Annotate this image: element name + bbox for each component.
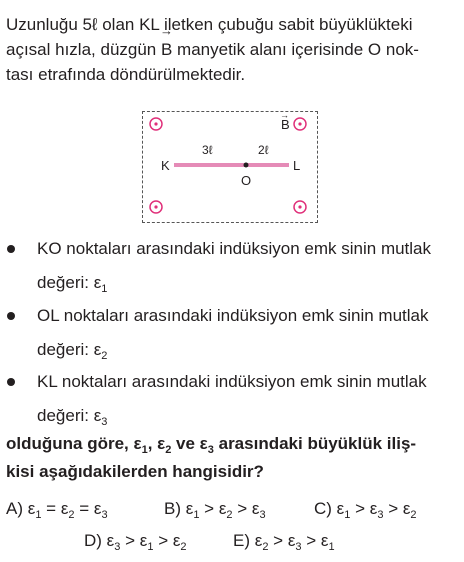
option-text: ε — [254, 531, 263, 550]
subscript: 3 — [295, 541, 302, 553]
field-vector-arrow-icon: → — [280, 112, 289, 120]
subscript: 3 — [259, 509, 266, 521]
subscript: 2 — [410, 509, 417, 521]
option-text: > ε — [120, 531, 148, 550]
rod-figure-svg — [143, 112, 319, 224]
subscript: 1 — [344, 509, 351, 521]
intro-line-2 — [6, 37, 458, 62]
option-letter: C) — [314, 499, 337, 518]
option-text: > ε — [199, 499, 227, 518]
question-text: arasındaki büyüklük iliş- — [213, 434, 417, 453]
field-out-icon-top-right — [294, 118, 306, 130]
statement-value-subscript: 2 — [101, 350, 108, 362]
vector-b-symbol: → B — [161, 37, 172, 62]
statement-text: OL noktaları arasındaki indüksiyon emk sinin mutlak — [37, 306, 429, 325]
field-label-b: B — [281, 117, 290, 132]
subscript: 1 — [35, 509, 42, 521]
question-line-2: kisi aşağıdakilerden hangisidir? — [6, 462, 264, 481]
question-text: , ε — [147, 434, 166, 453]
label-k: K — [161, 158, 170, 173]
subscript: 2 — [165, 444, 172, 456]
statement-value — [37, 270, 107, 295]
subscript: 3 — [101, 509, 108, 521]
subscript: 2 — [68, 509, 75, 521]
option-letter: B) — [164, 499, 186, 518]
subscript: 1 — [141, 444, 148, 456]
rod-figure — [142, 111, 318, 223]
option-text: > ε — [232, 499, 260, 518]
subscript: 2 — [226, 509, 233, 521]
answer-option-c[interactable] — [314, 497, 417, 521]
field-out-icon-bottom-right — [294, 201, 306, 213]
field-out-icon-bottom-left — [150, 201, 162, 213]
question-intro — [6, 12, 458, 87]
bullet-icon — [7, 312, 15, 320]
conducting-rod — [174, 163, 289, 167]
answer-option-a[interactable] — [6, 497, 108, 521]
option-letter: E) — [233, 531, 255, 550]
statement-text: KL noktaları arasındaki indüksiyon emk sinin mutlak — [37, 372, 427, 391]
answer-option-e[interactable] — [233, 529, 335, 553]
statement-value-label: değeri: ε — [37, 340, 102, 359]
statement-value-label: değeri: ε — [37, 273, 102, 292]
statement-value — [37, 403, 107, 428]
intro-line-1: Uzunluğu 5ℓ olan KL iletken çubuğu sabit büyüklükteki — [6, 15, 413, 34]
subscript: 3 — [207, 444, 214, 456]
subscript: 2 — [262, 541, 269, 553]
subscript: 3 — [377, 509, 384, 521]
length-ol: 2ℓ — [258, 143, 269, 157]
question-text: olduğuna göre, ε — [6, 434, 142, 453]
option-text: > ε — [383, 499, 411, 518]
bullet-icon — [7, 378, 15, 386]
subscript: 1 — [328, 541, 335, 553]
question-line-1 — [6, 430, 458, 458]
option-text: = ε — [41, 499, 69, 518]
bullet-icon — [7, 245, 15, 253]
statement-value-subscript: 3 — [101, 416, 108, 428]
length-ko: 3ℓ — [202, 143, 213, 157]
option-text: ε — [336, 499, 345, 518]
statement-value — [37, 337, 107, 362]
answer-option-b[interactable] — [164, 497, 266, 521]
field-out-icon-top-left — [150, 118, 162, 130]
option-text: ε — [27, 499, 36, 518]
option-text: ε — [185, 499, 194, 518]
pivot-point-o — [244, 163, 249, 168]
option-text: > ε — [268, 531, 296, 550]
option-text: = ε — [74, 499, 102, 518]
intro-line-3: tası etrafında döndürülmektedir. — [6, 65, 246, 84]
label-o: O — [241, 173, 252, 188]
question-text: ve ε — [171, 434, 208, 453]
subscript: 1 — [193, 509, 200, 521]
option-text: > ε — [350, 499, 378, 518]
option-letter: A) — [6, 499, 28, 518]
subscript: 1 — [147, 541, 154, 553]
intro-line-2-start: açısal hızla, düzgün — [6, 40, 161, 59]
label-l: L — [293, 158, 301, 173]
subscript: 3 — [114, 541, 121, 553]
option-text: > ε — [301, 531, 329, 550]
subscript: 2 — [180, 541, 187, 553]
answer-option-d[interactable] — [84, 529, 187, 553]
question-stem — [6, 430, 458, 486]
option-text: > ε — [153, 531, 181, 550]
option-letter: D) — [84, 531, 107, 550]
statement-value-subscript: 1 — [101, 283, 108, 295]
option-text: ε — [106, 531, 115, 550]
statement-value-label: değeri: ε — [37, 406, 102, 425]
intro-line-2-end: manyetik alanı içerisinde O nok- — [172, 40, 419, 59]
statement-text: KO noktaları arasındaki indüksiyon emk sinin mutlak — [37, 239, 432, 258]
